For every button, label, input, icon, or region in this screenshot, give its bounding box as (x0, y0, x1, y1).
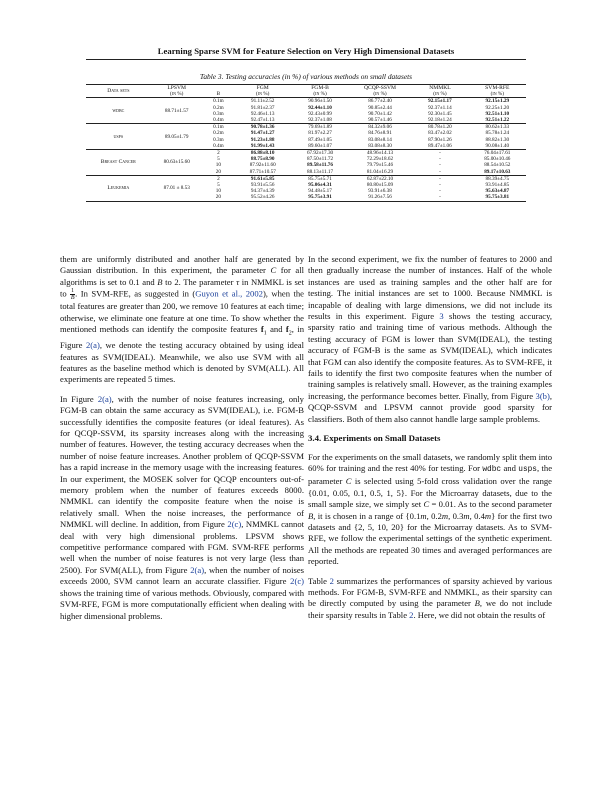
b-cell: 10 (215, 162, 221, 169)
fgmb-cell: 89.60±1.07 (308, 142, 332, 149)
nmmkl-cell: 92.18±1.24 (428, 117, 452, 124)
text-span: to 2. The parameter (162, 276, 237, 287)
math-symbol: C (423, 499, 430, 510)
header-rule (86, 59, 526, 60)
fgmb-cell: 89.58±11.76 (307, 162, 333, 169)
fgmb-cell: 87.50±11.72 (307, 156, 334, 163)
b-cell: 0.4m (213, 142, 224, 149)
citation-link[interactable]: 3 (439, 311, 444, 322)
fgm-cell: 91.23±1.88 (250, 136, 275, 143)
b-cell: 0.3m (213, 110, 224, 117)
nmmkl-cell: 83.47±2.02 (428, 130, 452, 137)
subheader-lpsvm: (in %) (151, 91, 203, 98)
svmrfe-cell: 80.62±1.33 (469, 124, 526, 131)
fgm-cell: 92.46±1.13 (250, 110, 275, 117)
fgm-cell: 91.81±2.37 (250, 104, 275, 111)
fgm-cell: 92.47±1.13 (250, 117, 275, 124)
table-row (86, 124, 526, 131)
text-span: In the second experiment, we fix the number of features to 2000 and then gradually increase the number of instances. Half of the whole instances are used as training samples and the other half are for testing. The initial instances are set to 1000. Because NMMKL is incapable of dealing with large dimensions, we did not include its results in this experiment. Figure (308, 254, 552, 322)
header-datasets: Data sets (86, 85, 151, 98)
subheader-nmmkl: (in %) (411, 91, 468, 98)
nmmkl-cell: - (439, 182, 441, 189)
text-span: f (260, 324, 264, 335)
text-span: in NMMKL is set to (60, 276, 304, 299)
citation-link[interactable]: 3(b) (535, 390, 550, 401)
text-span: summarizes the performances of sparsity achieved by various methods. For FGM-B, SVM-RFE and NMMKL, as their sparsity can be directly computed by using the parameter (308, 575, 552, 609)
text-span: them are uniformly distributed and another half are generated by Gaussian distribution. In this experiment, the parameter (60, 254, 304, 276)
lpsvm-cell: 87.01 ± 8.53 (151, 175, 203, 201)
dataset-name: usps (518, 465, 537, 474)
citation-link[interactable]: 2(a) (190, 564, 205, 575)
text-span: , 0.4 (469, 510, 485, 521)
subheader-svmrfe: (in %) (469, 91, 526, 98)
svmrfe-cell: 92.51±1.10 (485, 110, 510, 117)
subheader-fgmb: (in %) (291, 91, 348, 98)
text-span: For the experiments on the small datasets, we randomly split them into 60% for training and the rest 40% for testing. For (308, 451, 552, 473)
header-fgm: FGM (234, 85, 291, 92)
citation-link[interactable]: 2 (329, 575, 334, 586)
body-paragraph (308, 576, 552, 622)
dataset-name-cell: Breast Cancer (86, 150, 151, 176)
body-paragraph (308, 254, 552, 425)
b-cell: 2 (203, 175, 234, 182)
text-span: , 0.2 (426, 510, 442, 521)
dataset-name-cell: wdbc (112, 107, 125, 114)
b-cell: 0.4m (213, 117, 224, 124)
math-symbol: B (157, 276, 163, 287)
qcqp-cell: 84.76±8.91 (368, 130, 392, 137)
svmrfe-cell: 88.39±4.75 (469, 175, 526, 182)
math-symbol: m (484, 510, 492, 521)
b-cell: 0.1m (203, 124, 234, 131)
fgm-cell: 91.61±5.85 (234, 175, 291, 182)
text-span: is selected using 5-fold cross validation over the range {0.01, 0.05, 0.1, 0.5, 1, 5}. For the Microarray datasets, due to the small sample size, we simply set (308, 476, 552, 510)
table-row (86, 150, 526, 157)
fgmb-cell: 81.97±2.27 (308, 130, 332, 137)
nmmkl-cell: - (439, 188, 441, 195)
svmrfe-cell: 95.63±4.87 (485, 188, 510, 195)
header-b (203, 85, 234, 92)
table-caption: Table 3. Testing accuracies (in %) of various methods on small datasets (199, 72, 413, 81)
svmrfe-cell: 92.51±1.22 (485, 117, 510, 124)
b-cell: 20 (203, 194, 234, 201)
svmrfe-cell: 92.25±1.20 (485, 104, 510, 111)
header-nmmkl: NMMKL (411, 85, 468, 92)
fgm-cell: 87.92±11.60 (249, 162, 276, 169)
qcqp-cell: 83.08±8.30 (368, 142, 392, 149)
table-row (86, 175, 526, 182)
text-span: In Figure (60, 393, 98, 404)
qcqp-cell: 90.57±1.46 (368, 117, 392, 124)
text-span: = 0.01. As to the second parameter (429, 499, 553, 510)
text-span: and (266, 324, 286, 335)
text-span: for all algorithms is set to 0.1 and (60, 265, 304, 287)
b-cell: 0.1m (213, 98, 224, 105)
text-span: , QCQP-SSVM and LPSVM cannot provide good sparsity for classifiers. Both of them also cannot handle large sample problems. (308, 390, 552, 424)
b-cell: 0.2m (213, 104, 224, 111)
qcqp-cell: 90.85±2.44 (368, 104, 392, 111)
svmrfe-cell: 93.91±4.85 (485, 182, 510, 189)
math-symbol: τ (236, 276, 240, 287)
svmrfe-cell: 85.78±1.24 (485, 130, 510, 137)
fgm-cell: 91.47±1.27 (250, 130, 275, 137)
text-span: , with the number of noise features increasing, only FGM-B can obtain the same accuracy as SVM(IDEAL), i.e. FGM-B successfully identifies the composite features (or ideal features). As for QCQP-SSVM, its sparsity increases along with the increasing number of features. However, the testing accuracy decreases when the number of noise feature increases. Another problem of QCQP-SSVM has a rapid increase in the memory usage with the increasing features. In our experiment, the MOSEK solver for QCQP encounters out-of-memory problem when the number of features exceeds 8000. NMMKL can identify the composite feature when the noise is relatively small. When the noise increases, the performance of NMMKL will decline. In addition, from Figure (60, 393, 304, 530)
nmmkl-cell: - (439, 168, 441, 175)
b-cell: 10 (215, 188, 221, 195)
qcqp-cell: 48.96±14.13 (349, 150, 412, 157)
fgmb-cell: 79.69±1.89 (291, 124, 348, 131)
fgmb-cell: 95.75±3.91 (291, 194, 348, 201)
fgm-cell: 86.88±8.10 (234, 150, 291, 157)
svmrfe-cell: 90.08±1.40 (485, 142, 510, 149)
qcqp-cell: 90.70±1.42 (368, 110, 392, 117)
dataset-name: wdbc (482, 465, 502, 474)
fgm-cell: 90.78±1.36 (234, 124, 291, 131)
svmrfe-cell: 88.54±10.52 (484, 162, 511, 169)
qcqp-cell: 62.87±22.10 (349, 175, 412, 182)
text-span: 2 (288, 330, 292, 337)
right-column (308, 254, 552, 704)
running-head: Learning Sparse SVM for Feature Selection on Very High Dimensional Datasets (157, 46, 455, 56)
fgm-cell: 95.52±4.26 (234, 194, 291, 201)
b-cell: 5 (217, 182, 220, 189)
fgmb-cell: 94.48±5.17 (308, 188, 332, 195)
text-span: , we denote the testing accuracy obtained by using ideal features as SVM(IDEAL). Meanwhile, we also use SVM with all features as the baseline method which is denoted by SVM(ALL). All experiments are repeated 5 times. (60, 340, 304, 385)
body-paragraph (60, 254, 304, 386)
fgm-cell: 88.75±8.90 (250, 156, 275, 163)
math-symbol: B (474, 598, 480, 609)
b-cell: 2 (203, 150, 234, 157)
nmmkl-cell: 92.15±1.17 (428, 98, 452, 105)
text-span: , it is chosen in a range of {0.1 (313, 510, 421, 521)
qcqp-cell: 80.80±15.09 (366, 182, 394, 189)
text-span: ), when the total features are greater than 200, we remove 10 features at each time; otherwise, we eliminate one feature at one time. To show whether the mentioned methods can identify the composite features (60, 288, 304, 335)
svmrfe-cell: 85.00±10.46 (484, 156, 511, 163)
lpsvm-cell: 89.05±1.79 (151, 124, 203, 150)
math-symbol: C (345, 476, 352, 487)
fgm-cell: 91.99±1.43 (250, 142, 275, 149)
qcqp-cell: 86.77±2.40 (368, 98, 392, 105)
qcqp-cell: 93.91±6.38 (368, 188, 392, 195)
fgmb-cell: 85.75±5.71 (291, 175, 348, 182)
fgm-cell: 93.91±5.56 (250, 182, 275, 189)
b-cell: 20 (215, 168, 221, 175)
dataset-name-cell: usps (86, 124, 151, 150)
text-span: f (285, 324, 289, 335)
text-span: } for the first two datasets and {2, 5, 10, 20} for the Microarray datasets. As to SVM-RFE, we follow the experimental settings of the synthetic experiment. All the methods are repeated 30 times and averaged performances are reported. (308, 510, 552, 567)
citation-link[interactable]: Guyon et al., 2002 (195, 288, 263, 299)
subheader-b: B (203, 91, 234, 98)
nmmkl-cell: 89.47±1.06 (428, 142, 452, 149)
nmmkl-cell: 87.90±1.26 (428, 136, 452, 143)
text-span: , NMMKL cannot deal with very high dimensional problems. LPSVM shows competitive performance compared with FGM. SVM-RFE performs well when the number of noise features is not very large (less than 2500). For SVM(ALL), from Figure (60, 519, 305, 575)
citation-link[interactable]: 2(a) (97, 393, 112, 404)
citation-link[interactable]: 2(a) (85, 340, 100, 351)
text-span: , when the number of noises exceeds 2000, SVM cannot learn an accurate classifier. Figure (60, 564, 304, 587)
svmrfe-cell: 92.15±1.29 (485, 98, 510, 105)
math-symbol: m (441, 510, 449, 521)
qcqp-cell: 91.26±7.56 (349, 194, 412, 201)
lpsvm-cell: 88.71±1.57 (164, 107, 189, 114)
fgmb-cell: 92.43±0.99 (308, 110, 332, 117)
b-cell: 0.3m (213, 136, 224, 143)
body-paragraph (60, 394, 304, 622)
subheader-fgm: (in %) (234, 91, 291, 98)
math-symbol: B (308, 510, 314, 521)
fgm-cell: 87.71±10.57 (249, 168, 276, 175)
text-span: and (501, 462, 519, 473)
nmmkl-cell: - (411, 194, 468, 201)
b-cell: 0.2m (213, 130, 224, 137)
fraction: $\frac{1}{B}$ (70, 288, 75, 302)
svmrfe-cell: 88.82±1.30 (485, 136, 510, 143)
results-table (86, 84, 526, 202)
table-row (86, 98, 526, 105)
nmmkl-cell: 80.78±1.20 (411, 124, 468, 131)
text-span: shows the training time of various methods. Obviously, compared with SVM-RFE, FGM is more computationally efficient when dealing with higher dimensional problems. (60, 587, 304, 621)
fgmb-cell: 92.44±1.10 (308, 104, 332, 111)
nmmkl-cell: 92.37±1.14 (428, 104, 452, 111)
body-paragraph (308, 452, 552, 568)
header-qcqp: QCQP-SSVM (349, 85, 412, 92)
svmrfe-cell: 76.04±17.61 (469, 150, 526, 157)
nmmkl-cell: 92.30±1.45 (428, 110, 452, 117)
dataset-name-cell: Leukemia (86, 175, 151, 201)
text-span: , we do not include their sparsity results in Table (308, 598, 552, 620)
text-span: , the parameter (308, 462, 553, 487)
fgmb-cell: 92.37±1.08 (308, 117, 332, 124)
nmmkl-cell: - (411, 150, 468, 157)
text-span: . Here, we did not obtain the results of (413, 609, 546, 620)
fgmb-cell: 90.96±1.50 (308, 98, 332, 105)
citation-link[interactable]: 2(c) (290, 576, 304, 587)
nmmkl-cell: - (439, 156, 441, 163)
math-symbol: m (463, 510, 470, 521)
math-symbol: C (270, 265, 277, 276)
svmrfe-cell: 95.75±3.81 (469, 194, 526, 201)
math-symbol: m (420, 510, 427, 521)
section-heading: 3.4. Experiments on Small Datasets (308, 433, 441, 444)
nmmkl-cell: - (439, 162, 441, 169)
text-span: shows the testing accuracy, sparsity ratio and training time of various methods. Although the testing accuracy of FGM is lower than SVM(IDEAL), the testing accuracy of FGM-B is the same as SVM(IDEAL), which indicates that FGM can also identify the composite features. As to SVM-RFE, it fails to identify the first two composite features when the number of training samples is relatively small. However, as the training examples increasing, the performance becomes better. Finally, from Figure (308, 311, 552, 401)
fgmb-cell: 95.06±4.31 (308, 182, 332, 189)
fgmb-cell: 87.49±1.05 (308, 136, 332, 143)
qcqp-cell: 84.32±9.06 (349, 124, 412, 131)
text-span: . In SVM-RFE, as suggested in ( (75, 288, 196, 299)
fgmb-cell: 88.13±11.17 (307, 168, 334, 175)
qcqp-cell: 83.08±8.14 (368, 136, 392, 143)
header-lpsvm: LPSVM (151, 85, 203, 92)
text-span: Table (308, 575, 330, 586)
qcqp-cell: 79.79±15.46 (366, 162, 394, 169)
left-column (60, 254, 304, 704)
text-span: , 0.3 (448, 510, 464, 521)
text-span: 1 (263, 330, 267, 337)
fgm-cell: 94.37±4.39 (250, 188, 275, 195)
fgm-cell: 91.11±2.52 (251, 98, 275, 105)
table-body (86, 98, 526, 201)
text-span: , in Figure (60, 324, 305, 351)
lpsvm-cell: 80.63±15.60 (151, 150, 203, 176)
citation-link[interactable]: 2(c) (227, 519, 242, 530)
qcqp-cell: 72.29±18.62 (366, 156, 394, 163)
b-cell: 5 (217, 156, 220, 163)
citation-link[interactable]: 2 (409, 609, 414, 620)
svmrfe-cell: 89.17±10.63 (484, 168, 511, 175)
nmmkl-cell: - (411, 175, 468, 182)
fgmb-cell: 67.92±17.30 (291, 150, 348, 157)
subheader-qcqp: (in %) (349, 91, 412, 98)
header-svmrfe: SVM-RFE (469, 85, 526, 92)
qcqp-cell: 81.04±16.29 (366, 168, 394, 175)
header-fgmb: FGM-B (291, 85, 348, 92)
